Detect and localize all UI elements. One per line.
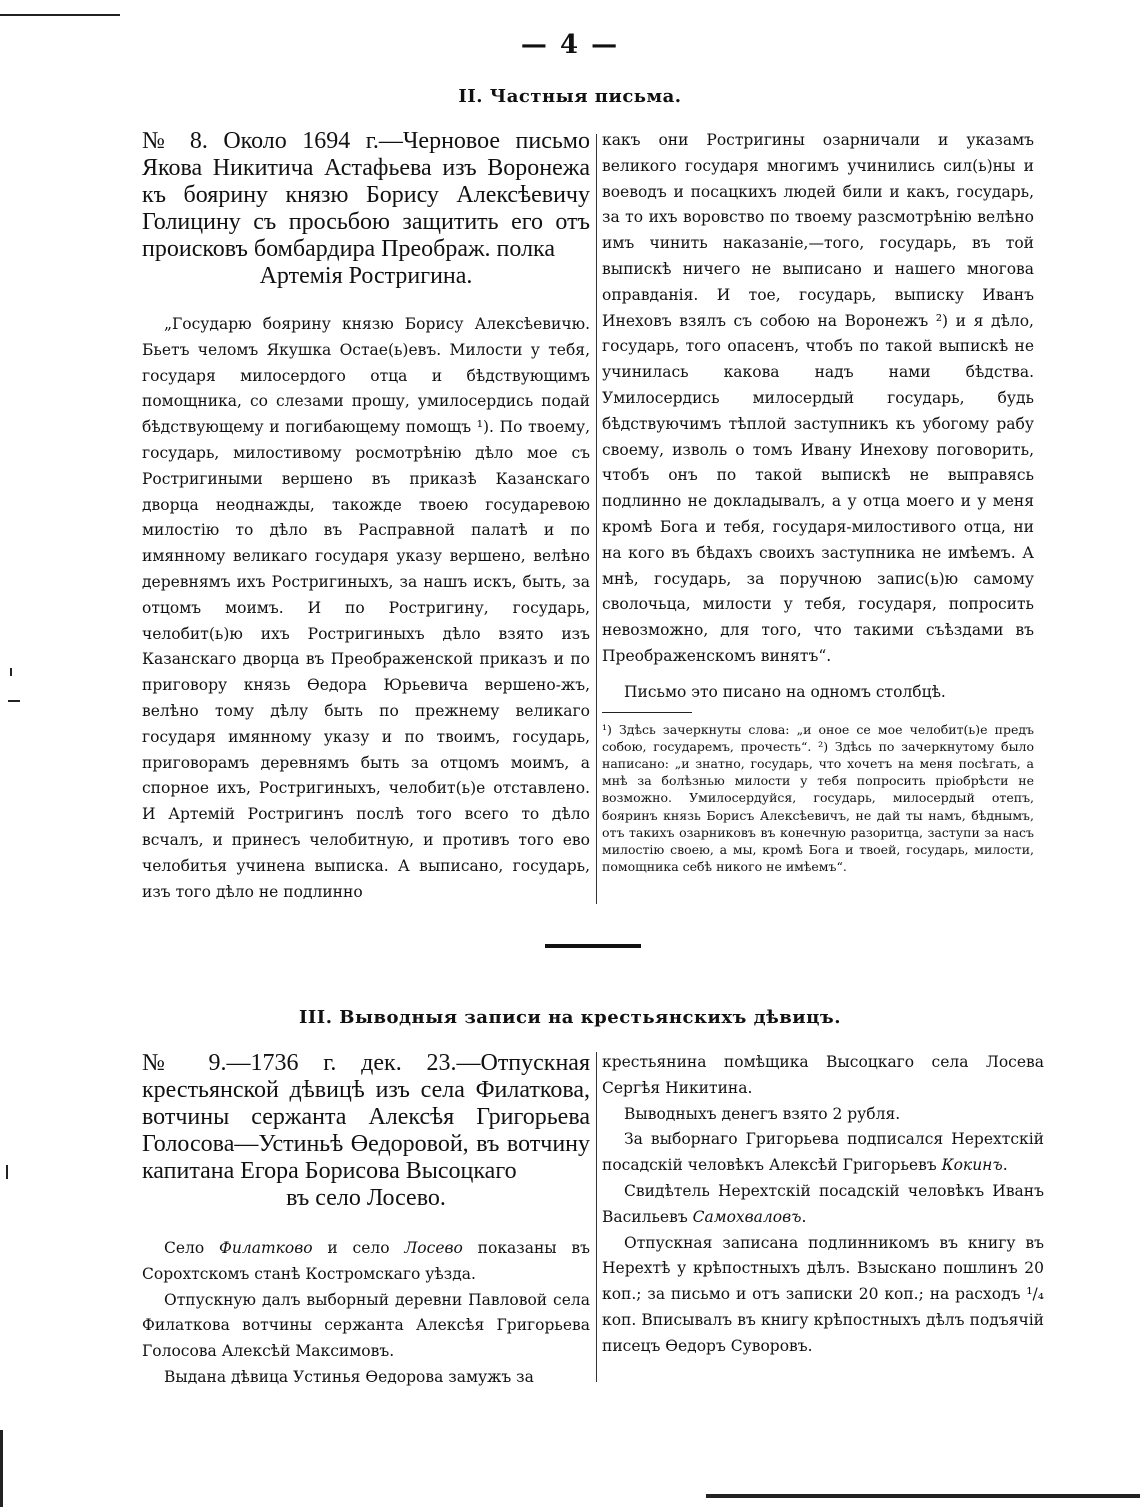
scan-mark-top-left	[0, 14, 120, 16]
right-column-section-3	[602, 1050, 1044, 1360]
village-losevo: Лосево	[404, 1239, 463, 1257]
village-filatkovo: Филатково	[219, 1239, 313, 1257]
entry-8-title-last-line: Артемія Ростригина.	[259, 263, 473, 289]
footnotes: ¹) Здѣсь зачеркнуты слова: „и оное се мое челобит(ь)е предъ собою, государемъ, прочесть“. ²) Здѣсь по зачеркнутому было написано: „и знатно, государь, что хочетъ на меня посѣгать, а мнѣ за болѣзнью милости у тебя попросить пріобрѣсти не возможно. Умилосердуйся, государь, милосердый отепъ, бояринъ князь Борисъ Алексѣевичъ, не дай ты намъ, бѣднымъ, отъ такихъ озарниковъ въ конечную разоритца, заступи за насъ милостію своею, а мы, кромѣ Бога и твоей, государь, милости, помощника себѣ никого не имѣемъ“.	[602, 721, 1034, 875]
record-right-para-2: Выводныхъ денегъ взято 2 рубля.	[624, 1104, 901, 1123]
record-left-para-1	[142, 1236, 590, 1288]
entry-9-title	[142, 1050, 590, 1212]
record-left-para-1-c: показаны въ Сорохтскомъ станѣ Костромскаго уѣзда.	[142, 1239, 590, 1283]
entry-9-title-main: № 9.—1736 г. дек. 23.—Отпускная крестьянской дѣвицѣ изъ села Филаткова, вотчины сержанта Алексѣя Григорьева Голосова—Устиньѣ Өедоровой, въ вотчину капитана Егора Борисова Высоцкаго	[142, 1050, 590, 1184]
scan-mark-left-4	[0, 1430, 3, 1507]
record-left-para-1-b: и село	[312, 1239, 405, 1257]
record-right-para-4-a: Свидѣтель Нерехтскій посадскій человѣкъ Иванъ Васильевъ	[602, 1181, 1044, 1226]
page-number: — 4 —	[520, 30, 620, 60]
letter-text-right: какъ они Ростригины озарничали и указамъ великого государя многимъ учинились сил(ь)ны и воеводъ и посацкихъ людей били и какъ, государь, за то ихъ воровство по твоему разсмотрѣнію велѣно имъ чинить наказаніе,—того, государь, въ той выпискѣ ничего не выписано и нашего многова оправданія. И тое, государь, выписку Иванъ Инеховъ взялъ съ собою на Воронежъ ²) и я дѣло, государь, того опасенъ, чтобъ по такой выпискѣ не учинилась какова надъ нами бѣдства. Умилосердись милосердый государь, будь бѣдствуючимъ тѣплой заступникъ къ убогому рабу своему, изволь о томъ Ивану Инехову поговорить, чтобъ онъ по такой выпискѣ не выправясь подлинно не докладывалъ, а у отца моего и у меня кромѣ Бога и тебя, государя-милостивого отца, ни на кого въ бѣдахъ своихъ заступника не имѣемъ. А мнѣ, государь, за поручною запис(ь)ю самому сволочьца, милости у тебя, государя, попросить невозможно, для того, что такими съѣздами въ Преображенскомъ винятъ“.	[602, 131, 1034, 665]
record-left-para-1-a: Село	[164, 1239, 220, 1257]
scan-mark-left-2	[8, 700, 20, 702]
entry-8-title-main: № 8. Около 1694 г.—Черновое письмо Якова Никитича Астафьева изъ Воронежа къ боярину князю Борису Алексѣевичу Голицину съ просьбою защитить его отъ происковъ бомбардира Преображ. полка	[142, 128, 590, 262]
name-kokin: Кокинъ	[941, 1156, 1003, 1175]
record-right-para-4-b: .	[801, 1207, 807, 1226]
column-divider-section-2	[596, 134, 597, 904]
column-divider-section-3	[596, 1052, 597, 1382]
scan-mark-left-3	[6, 1165, 8, 1179]
record-right-para-1: крестьянина помѣщика Высоцкаго села Лосева Сергѣя Никитина.	[602, 1053, 1044, 1097]
record-right-para-3-a: За выборнаго Григорьева подписался Нерехтскій посадскій человѣкъ Алексѣй Григорьевъ	[602, 1130, 1044, 1175]
scan-mark-bottom-right	[706, 1494, 1140, 1498]
record-left-para-2: Отпускную далъ выборный деревни Павловой села Филаткова вотчины сержанта Алексѣя Григорьева Голосова Алексѣй Максимовъ.	[142, 1290, 590, 1361]
scan-mark-left-1	[10, 668, 12, 676]
record-right-para-4	[602, 1179, 1044, 1231]
record-right-para-3-b: .	[1002, 1156, 1008, 1175]
footnote-rule	[602, 712, 692, 713]
entry-9-title-last-line: въ село Лосево.	[286, 1185, 446, 1211]
right-column-section-2	[602, 128, 1034, 875]
section-title-release-records: III. Выводныя записи на крестьянскихъ дѣвицъ.	[298, 1007, 842, 1028]
record-right-para-5: Отпускная записана подлинникомъ въ книгу въ Нерехтѣ у крѣпостныхъ дѣлъ. Взыскано пошлинъ 20 коп.; за письмо и отъ записки 20 коп.; на расходъ ¹/₄ коп. Вписывалъ въ книгу крѣпостныхъ дѣлъ подъячій писецъ Өедоръ Суворовъ.	[602, 1233, 1044, 1355]
letter-text-left: „Государю боярину князю Борису Алексѣевичю. Бьетъ челомъ Якушка Остае(ь)евъ. Милости у тебя, государя милосердого отца и бѣдствующимъ помощника, со слезами прошу, умилосердись подай бѣдствующему и погибающему помощъ ¹). По твоему, государь, милостивому росмотрѣнію дѣло мое съ Ростригиными вершено въ приказѣ Казанскаго дворца неоднажды, такожде твоею государевою милостію то дѣло въ Расправной палатѣ и по имянному великаго государя указу вершено, велѣно деревнямъ ихъ Ростригиныхъ, за нашъ искъ, быть, за отцомъ моимъ. И по Ростригину, государь, челобит(ь)ю ихъ Ростригиныхъ дѣло взято изъ Казанскаго дворца въ Преображенской приказъ и по приговору князь Өедора Юрьевича вершено-жъ, велѣно тому дѣлу быть по прежнему великаго государя имянному указу и по твоимъ, государь, приговорамъ деревнямъ быть за отцомъ моимъ, а спорное ихъ, Ростригиныхъ, челобит(ь)е отставлено. И Артемій Ростригинъ послѣ того всего то дѣло всчалъ, и принесъ челобитную, и противъ того ево челобитья учинена выписка. А выписано, государь, изъ того дѣло не подлинно	[142, 315, 590, 901]
left-column-section-3	[142, 1050, 590, 1391]
record-left-para-3: Выдана дѣвица Устинья Өедорова замужъ за	[164, 1367, 534, 1386]
name-samokhvalov: Самохваловъ	[692, 1207, 802, 1226]
record-right-para-3	[602, 1127, 1044, 1179]
letter-note: Письмо это писано на одномъ столбцѣ.	[624, 682, 946, 701]
section-title-private-letters: II. Частныя письма.	[458, 86, 682, 107]
left-column-section-2	[142, 128, 590, 905]
section-divider-rule	[545, 944, 641, 948]
entry-8-title	[142, 128, 590, 290]
